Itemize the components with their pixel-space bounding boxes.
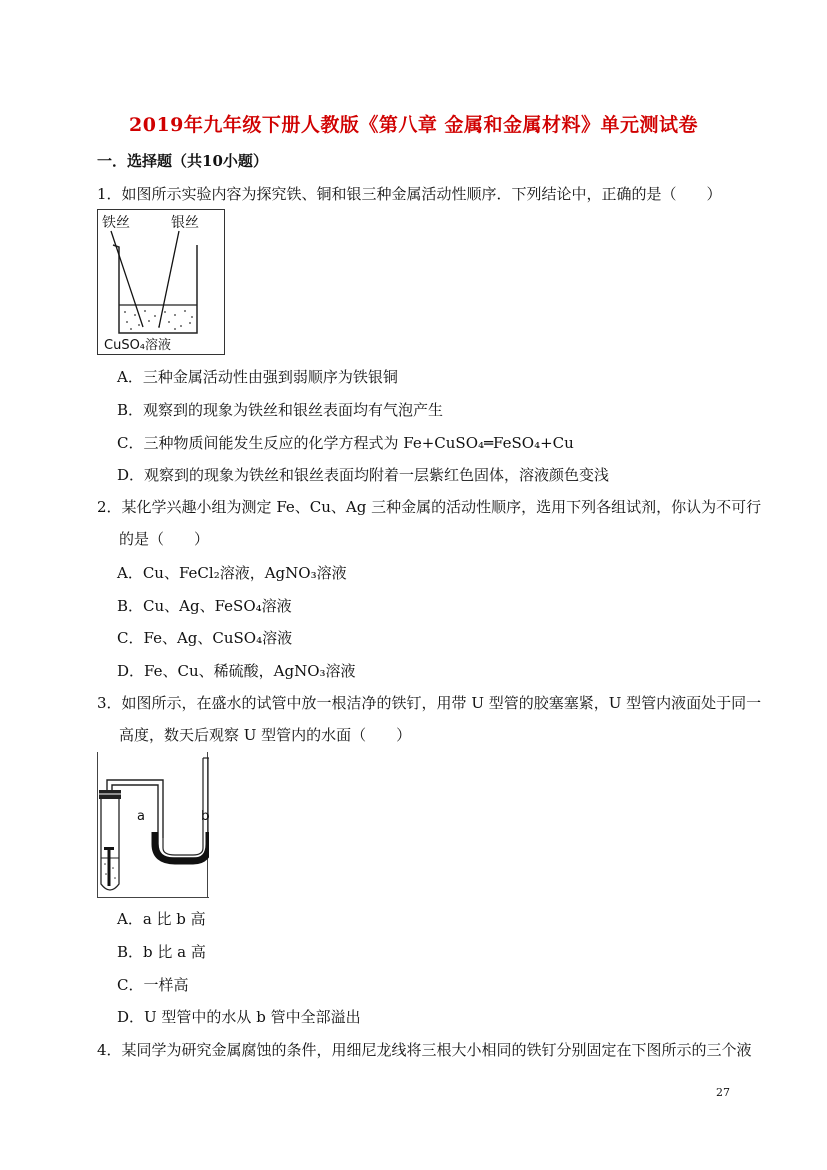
question-3-figure	[97, 752, 209, 898]
question-1-stem: 1．如图所示实验内容为探究铁、铜和银三种金属活动性顺序．下列结论中，正确的是（ ）	[97, 185, 722, 203]
question-3-stem-line2: 高度，数天后观察 U 型管内的水面（ ）	[119, 726, 412, 744]
page-title: 2019年九年级下册人教版《第八章 金属和金属材料》单元测试卷	[129, 114, 698, 136]
q2-option-c: C．Fe、Ag、CuSO₄溶液	[117, 629, 293, 647]
question-1-figure	[97, 209, 225, 355]
label-a: a	[137, 809, 145, 824]
q3-option-c: C．一样高	[117, 976, 189, 994]
q1-option-b: B．观察到的现象为铁丝和银丝表面均有气泡产生	[117, 401, 444, 419]
q1-option-c: C．三种物质间能发生反应的化学方程式为 Fe+CuSO₄═FeSO₄+Cu	[117, 434, 574, 452]
q1-option-a: A．三种金属活动性由强到弱顺序为铁银铜	[117, 368, 398, 386]
solution-label: CuSO₄溶液	[104, 338, 172, 353]
q2-option-a: A．Cu、FeCl₂溶液，AgNO₃溶液	[117, 564, 347, 582]
solution-dots	[124, 310, 193, 330]
section-heading: 一．选择题（共10小题）	[97, 152, 268, 170]
question-2-stem-line2: 的是（ ）	[119, 530, 210, 548]
q3-option-b: B．b 比 a 高	[117, 943, 206, 961]
page-number: 27	[716, 1086, 730, 1099]
question-2-stem-line1: 2．某化学兴趣小组为测定 Fe、Cu、Ag 三种金属的活动性顺序，选用下列各组试剂，你认为不可行	[97, 498, 762, 516]
silver-wire-label: 银丝	[171, 215, 199, 231]
connecting-tube-outer	[107, 780, 163, 838]
q3-option-d: D．U 型管中的水从 b 管中全部溢出	[117, 1008, 361, 1026]
q1-option-d: D．观察到的现象为铁丝和银丝表面均附着一层紫红色固体，溶液颜色变浅	[117, 466, 610, 484]
q2-option-b: B．Cu、Ag、FeSO₄溶液	[117, 597, 292, 615]
label-b: b	[201, 809, 209, 824]
beaker-outline	[113, 245, 197, 333]
silver-wire	[159, 231, 179, 327]
question-3-stem-line1: 3．如图所示，在盛水的试管中放一根洁净的铁钉，用带 U 型管的胶塞塞紧，U 型管内液面处于同一	[97, 694, 762, 712]
q2-option-d: D．Fe、Cu、稀硫酸，AgNO₃溶液	[117, 662, 356, 680]
iron-wire	[111, 231, 143, 327]
q3-option-a: A．a 比 b 高	[117, 910, 206, 928]
question-4-stem-line1: 4．某同学为研究金属腐蚀的条件，用细尼龙线将三根大小相同的铁钉分别固定在下图所示的三个液	[97, 1041, 752, 1059]
iron-wire-label: 铁丝	[102, 215, 130, 231]
u-tube-inner	[163, 758, 203, 855]
